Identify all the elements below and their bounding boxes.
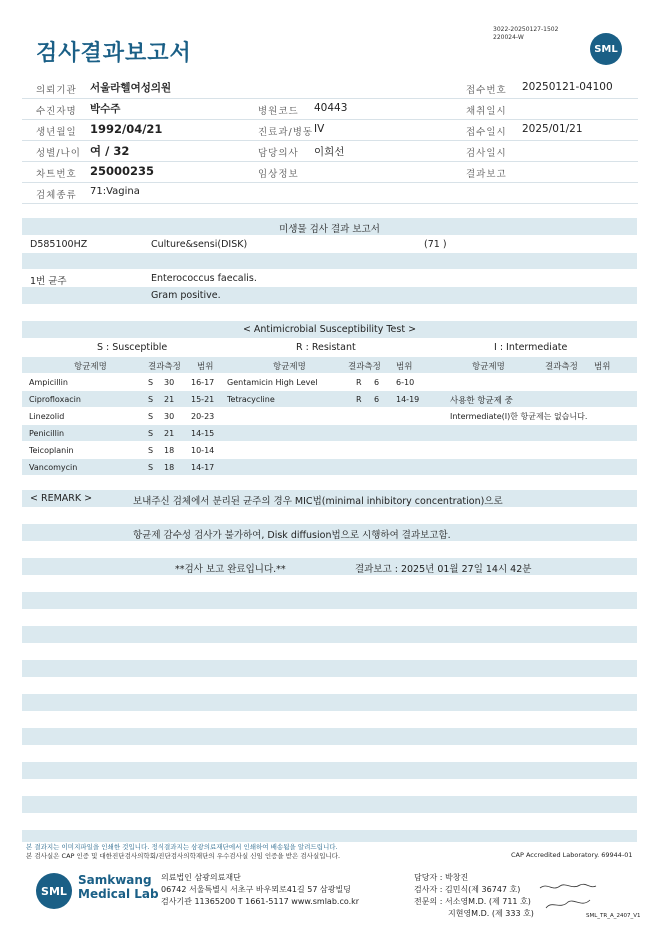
- footer-note-1: 본 결과지는 이미지파일을 인쇄한 것입니다. 정식결과지는 삼광의료재단에서 인쇄하여 배송됨을 알려드립니다.: [26, 843, 338, 851]
- table-row: [22, 442, 637, 458]
- collection-label: 채취일시: [466, 106, 507, 117]
- organism: Enterococcus faecalis.: [151, 273, 257, 284]
- name-value: 박수주: [90, 103, 121, 115]
- brand-line1: Samkwang: [78, 873, 152, 887]
- specimen-label: 검체종류: [36, 190, 77, 201]
- dob-label: 생년월일: [36, 127, 77, 138]
- handwritten-signature: [538, 880, 598, 912]
- remark-line2: 항균제 감수성 검사가 불가하여, Disk diffusion법으로 시행하여 결과보고함.: [133, 530, 451, 541]
- drug-name: Linezolid: [29, 412, 65, 421]
- info-row-hospital: [22, 78, 638, 99]
- hospital-value: 서울라헬여성의원: [90, 82, 172, 94]
- empty-row: [22, 796, 637, 813]
- col-result-1: 결과측정: [148, 362, 181, 372]
- tester-name: 김민식(제 36747 호): [444, 885, 521, 894]
- drug-result: R: [356, 378, 362, 387]
- drug-name: Teicoplanin: [29, 446, 74, 455]
- remark-label: < REMARK >: [30, 493, 93, 504]
- document-id-line2: 220024-W: [493, 34, 524, 41]
- empty-row: [22, 694, 637, 711]
- doctor-value: 이희선: [314, 146, 345, 158]
- col-result-3: 결과측정: [545, 362, 578, 372]
- col-drug-1: 항균제명: [74, 362, 107, 372]
- drug-result: S: [148, 378, 154, 387]
- empty-row: [22, 762, 637, 779]
- drug-value: 30: [164, 412, 175, 421]
- drug-result: S: [148, 412, 154, 421]
- table-row: [22, 374, 637, 390]
- org-address: 06742 서울특별시 서초구 바우뫼로41길 57 삼광빌딩: [161, 885, 351, 894]
- doctor-label: 담당의사: [258, 148, 299, 159]
- org-contact: 검사기관 11365200 T 1661-5117 www.smlab.co.kr: [161, 897, 360, 906]
- ast-title: < Antimicrobial Susceptibility Test >: [242, 324, 417, 335]
- info-row-dob: [22, 120, 638, 141]
- table-row: [22, 459, 637, 475]
- clinical-label: 임상정보: [258, 169, 299, 180]
- col-result-2: 결과측정: [348, 362, 381, 372]
- org-name: 의료법인 삼광의료재단: [161, 873, 241, 882]
- name-label: 수진자명: [36, 106, 77, 117]
- test-code: D585100HZ: [30, 239, 88, 250]
- chart-value: 25000235: [90, 164, 155, 178]
- gram-row: [22, 287, 637, 304]
- receipt-date-value: 2025/01/21: [522, 123, 583, 135]
- report-label: 결과보고: [466, 169, 507, 180]
- specialist-2: 지현영M.D. (제 333 호): [448, 909, 534, 918]
- empty-row: [22, 728, 637, 745]
- drug-name: Tetracycline: [227, 395, 275, 404]
- empty-row: [22, 660, 637, 677]
- report-complete: **검사 보고 완료입니다.**: [175, 564, 286, 575]
- form-code: SML_TR_A_2407_V1: [586, 913, 641, 919]
- drug-value: 21: [164, 395, 175, 404]
- hospital-code-value: 40443: [314, 102, 348, 114]
- info-row-chart: [22, 162, 638, 183]
- empty-row: [22, 592, 637, 609]
- col-range-1: 범위: [197, 362, 214, 372]
- drug-name: Gentamicin High Level: [227, 378, 318, 387]
- brand-line2: Medical Lab: [78, 887, 159, 901]
- staff-label: 담당자 :: [414, 873, 443, 882]
- isolate-label: 1번 균주: [30, 276, 67, 287]
- receipt-date-label: 접수일시: [466, 127, 507, 138]
- isolate-row: [22, 270, 637, 287]
- dept-label: 진료과/병동: [258, 127, 314, 138]
- ast-column-headers: [22, 357, 637, 373]
- drug-value: 6: [374, 395, 380, 404]
- sml-logo: SML: [590, 33, 622, 65]
- specialist-label: 전문의 :: [414, 897, 443, 906]
- remark-row-1: [22, 490, 637, 507]
- drug-value: 21: [164, 429, 175, 438]
- micro-section-header: [22, 218, 637, 235]
- hospital-label: 의뢰기관: [36, 85, 77, 96]
- table-row: [22, 408, 637, 424]
- footer-logo: SML: [36, 873, 72, 909]
- brand-name: [78, 873, 159, 901]
- tester-label: 검사자 :: [414, 885, 443, 894]
- drug-name: Ciprofloxacin: [29, 395, 81, 404]
- completion-row: [22, 558, 637, 575]
- micro-section-title: 미생물 검사 결과 보고서: [279, 224, 380, 235]
- cap-accreditation: CAP Accredited Laboratory. 69944-01: [511, 851, 633, 859]
- receipt-no-label: 접수번호: [466, 85, 507, 96]
- staff-name: 박창진: [444, 873, 469, 882]
- document-id: [493, 26, 558, 42]
- drug-range: 14-15: [191, 429, 215, 438]
- org-info: [161, 872, 359, 908]
- drug-range: 15-21: [191, 395, 215, 404]
- ast-header: [22, 321, 637, 338]
- drug-range: 14-19: [396, 395, 420, 404]
- drug-result: S: [148, 395, 154, 404]
- table-row: [22, 391, 637, 407]
- col-drug-3: 항균제명: [472, 362, 505, 372]
- empty-row: [22, 626, 637, 643]
- drug-result: R: [356, 395, 362, 404]
- col-range-3: 범위: [594, 362, 611, 372]
- info-row-specimen: [22, 183, 638, 204]
- table-row: [22, 425, 637, 441]
- dob-value: 1992/04/21: [90, 122, 163, 136]
- drug-range: 10-14: [191, 446, 215, 455]
- drug-name: Vancomycin: [29, 463, 78, 472]
- drug-value: 30: [164, 378, 175, 387]
- exam-date-label: 검사일시: [466, 148, 507, 159]
- col-range-2: 범위: [396, 362, 413, 372]
- col-drug-2: 항균제명: [273, 362, 306, 372]
- chart-label: 차트번호: [36, 169, 77, 180]
- gram-stain: Gram positive.: [151, 290, 221, 301]
- receipt-no-value: 20250121-04100: [522, 81, 613, 93]
- page-title: 검사결과보고서: [36, 41, 192, 66]
- legend-susceptible: S : Susceptible: [97, 342, 168, 353]
- drug-result: S: [148, 463, 154, 472]
- info-row-name: [22, 99, 638, 120]
- drug-result: S: [148, 429, 154, 438]
- drug-name: Ampicillin: [29, 378, 68, 387]
- hospital-code-label: 병원코드: [258, 106, 299, 117]
- legend-intermediate: I : Intermediate: [494, 342, 568, 353]
- intermediate-note-line1: 사용한 항균제 중: [450, 396, 513, 406]
- drug-value: 18: [164, 463, 175, 472]
- dept-value: IV: [314, 123, 325, 135]
- info-row-sex: [22, 141, 638, 162]
- drug-range: 14-17: [191, 463, 215, 472]
- document-id-line1: 3022-20250127-1502: [493, 26, 559, 33]
- intermediate-note-line2: Intermediate(I)한 항균제는 없습니다.: [450, 412, 588, 421]
- sex-age-value: 여 / 32: [90, 144, 130, 158]
- drug-range: 6-10: [396, 378, 415, 387]
- drug-name: Penicillin: [29, 429, 65, 438]
- drug-range: 16-17: [191, 378, 215, 387]
- footer-note-2: 본 검사실은 CAP 인증 및 대한진단검사의학회/진단검사의학재단의 우수검사실 신임 인증을 받은 검사실입니다.: [26, 852, 341, 860]
- drug-value: 6: [374, 378, 380, 387]
- drug-range: 20-23: [191, 412, 215, 421]
- sex-age-label: 성별/나이: [36, 148, 81, 159]
- test-row: [22, 236, 637, 253]
- drug-result: S: [148, 446, 154, 455]
- specimen-value: 71:Vagina: [90, 186, 140, 197]
- ast-legend: [22, 339, 637, 356]
- remark-line1: 보내주신 검체에서 분리된 균주의 경우 MIC법(minimal inhibitory concentration)으로: [133, 496, 503, 507]
- empty-row: [22, 830, 637, 842]
- drug-value: 18: [164, 446, 175, 455]
- remark-row-2: [22, 524, 637, 541]
- test-name: Culture&sensi(DISK): [151, 239, 248, 250]
- specialist-1: 서소영M.D. (제 711 호): [444, 897, 531, 906]
- report-time: 결과보고 : 2025년 01월 27일 14시 42분: [355, 564, 532, 575]
- band-row: [22, 253, 637, 269]
- legend-resistant: R : Resistant: [296, 342, 356, 353]
- test-specimen: (71 ): [424, 239, 447, 250]
- signatories: [414, 872, 534, 920]
